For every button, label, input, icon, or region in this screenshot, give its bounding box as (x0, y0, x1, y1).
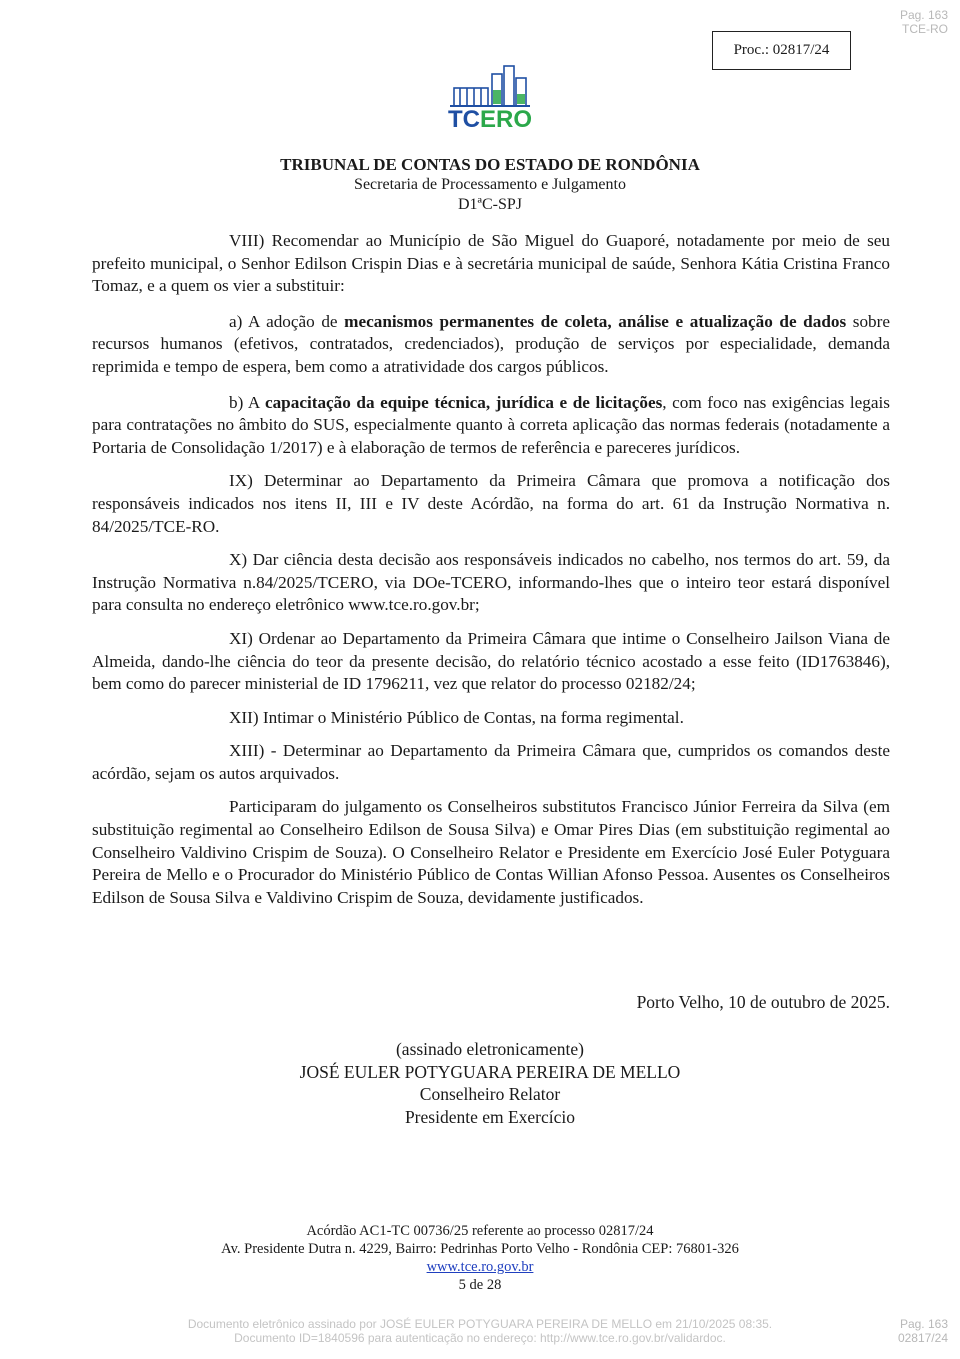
logo-wordmark: TCERO (448, 106, 533, 133)
paragraph-participaram: Participaram do julgamento os Conselheiros substitutos Francisco Júnior Ferreira da Silva (em substituição regimental ao Conselheiro Edilson de Sousa Silva) e Omar Pires Dias (em substituição regimental ao Conselheiro Valdivino Crispim de Souza). O Conselheiro Relator e Presidente em Exercício José Euler Potyguara Pereira de Mello e o Procurador do Ministério Público de Contas Willian Afonso Pessoa. Ausentes os Conselheiros Edilson de Sousa Silva e Valdivino Crispim de Souza, devidamente justificados. (92, 797, 890, 907)
footer-page-number: 5 de 28 (458, 1277, 502, 1293)
corner-org: TCE-RO (902, 22, 948, 36)
signature-note: (assinado eletronicamente) (395, 1039, 585, 1059)
document-date: Porto Velho, 10 de outubro de 2025. (636, 992, 890, 1012)
page-subtitle: Secretaria de Processamento e Julgamento (354, 176, 626, 193)
building-logo-icon (440, 60, 540, 108)
paragraph-viii: VIII) Recomendar ao Município de São Miguel do Guaporé, notadamente por meio de seu prefeito municipal, o Senhor Edilson Crispin Dias e à secretária municipal de saúde, Senhora Kátia Cristina Franco Tomaz, e a quem os vier a substituir: (92, 231, 890, 296)
signer-role-secondary: Presidente em Exercício (404, 1106, 576, 1127)
corner-page-number-bottom: Pag. 163 (899, 1317, 948, 1331)
paragraph-xiii: XIII) - Determinar ao Departamento da Primeira Câmara que, cumpridos os comandos deste acórdão, sejam os autos arquivados. (92, 741, 890, 783)
footer-reference: Acórdão AC1-TC 00736/25 referente ao processo 02817/24 (306, 1223, 654, 1239)
tcero-logo (440, 60, 540, 142)
paragraph-x: X) Dar ciência desta decisão aos responsáveis indicados no cabelho, nos termos do art. 59, da Instrução Normativa n.84/2025/TCERO, via DOe-TCERO, informando-lhes que o inteiro teor estará disponível para consulta no endereço eletrônico www.tce.ro.gov.br; (92, 550, 890, 615)
process-number-box: Proc.: 02817/24 (712, 31, 851, 70)
corner-page-stamp-top (900, 8, 948, 36)
electronic-signature-watermark (0, 1317, 960, 1345)
paragraph-xii: XII) Intimar o Ministério Público de Contas, na forma regimental. (229, 707, 684, 727)
corner-page-stamp-bottom (898, 1317, 948, 1345)
footer-website-link[interactable]: www.tce.ro.gov.br (426, 1259, 534, 1275)
paragraph-xi: XI) Ordenar ao Departamento da Primeira Câmara que intime o Conselheiro Jailson Viana de Almeida, dando-lhe ciência do teor da presente decisão, do relatório técnico acostado a esse feito (ID1763846), bem como do parecer ministerial de ID 1796211, vez que relator do processo 02182/24; (92, 628, 890, 694)
footer-address: Av. Presidente Dutra n. 4229, Bairro: Pedrinhas Porto Velho - Rondônia CEP: 76801-326 (221, 1241, 739, 1257)
page-title: TRIBUNAL DE CONTAS DO ESTADO DE RONDÔNIA (280, 155, 700, 174)
paragraph-b-emphasis: capacitação da equipe técnica, jurídica e de licitações (264, 392, 663, 412)
paragraph-ix: IX) Determinar ao Departamento da Primeira Câmara que promova a notificação dos responsáveis indicados nos itens II, III e IV deste Acórdão, na forma do art. 61 da Instrução Normativa n. 84/2025/TCE-RO. (92, 471, 890, 536)
department-code: D1ªC-SPJ (458, 196, 522, 213)
signer-name: JOSÉ EULER POTYGUARA PEREIRA DE MELLO (299, 1061, 681, 1082)
watermark-line-1: Documento eletrônico assinado por JOSÉ EULER POTYGUARA PEREIRA DE MELLO em 21/10/2025 08:35. (187, 1317, 773, 1331)
signer-role: Conselheiro Relator (419, 1084, 561, 1104)
corner-process-bottom: 02817/24 (897, 1331, 948, 1345)
corner-page-number: Pag. 163 (899, 8, 948, 22)
signature-block (0, 1038, 960, 1128)
document-body (92, 230, 890, 909)
paragraph-a: a) A adoção de mecanismos permanentes de coleta, análise e atualização de dados sobre recursos humanos (efetivos, contratados, credenciados), produção de serviços por especialidade, demanda reprimida e tempo de espera, bem como a atratividade dos cargos públicos. (92, 311, 890, 376)
paragraph-a-emphasis: mecanismos permanentes de coleta, análise e atualização de dados (344, 311, 847, 331)
watermark-line-2: Documento ID=1840596 para autenticação no endereço: http://www.tce.ro.gov.br/validardoc. (234, 1331, 726, 1345)
page-footer (0, 1222, 960, 1294)
paragraph-b: b) A capacitação da equipe técnica, jurídica e de licitações, com foco nas exigências legais para contratações no âmbito do SUS, especialmente quanto à correta aplicação das normas federais (notadamente a Portaria de Consolidação 1/2017) e à elaboração de termos de referência e pareceres jurídicos. (92, 392, 890, 457)
